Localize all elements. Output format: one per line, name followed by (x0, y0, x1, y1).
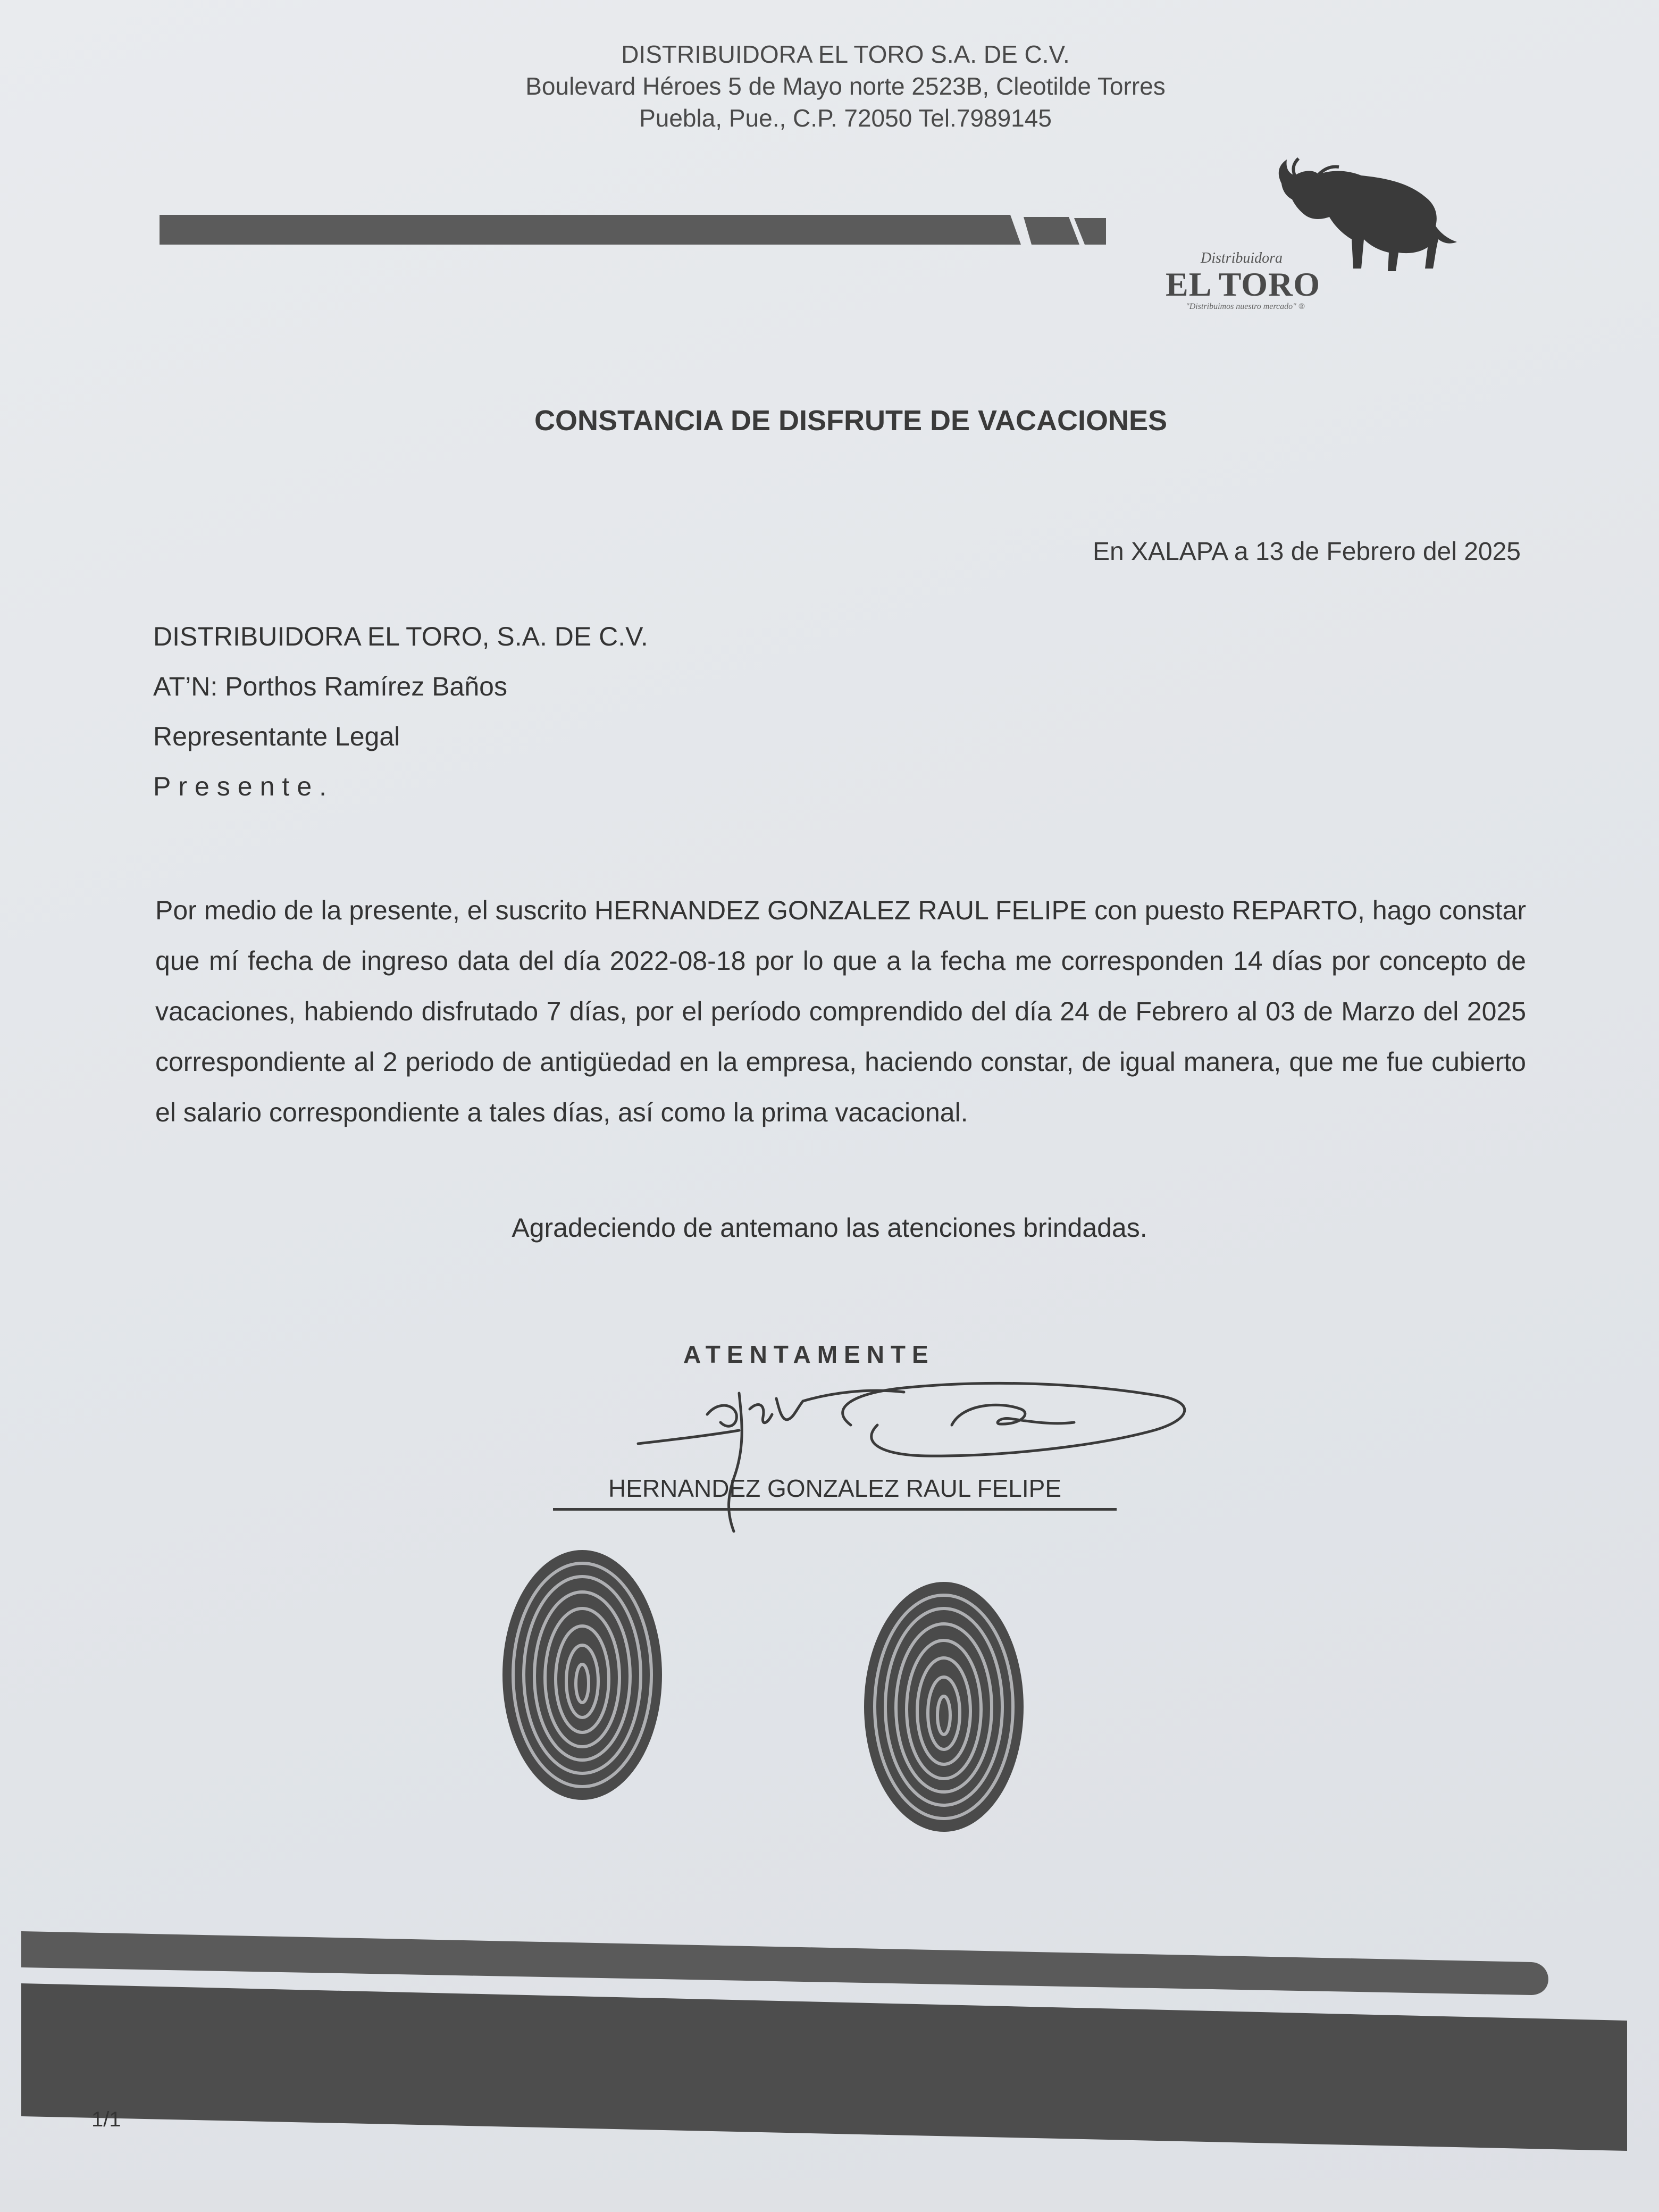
document-title: CONSTANCIA DE DISFRUTE DE VACACIONES (534, 405, 1168, 437)
signature-salutation: ATENTAMENTE (683, 1340, 935, 1368)
page-number: 1/1 (91, 2108, 121, 2131)
logo-slogan: "Distribuimos nuestro mercado" ® (1186, 302, 1305, 311)
company-address-line-2: Puebla, Pue., C.P. 72050 Tel.7989145 (639, 104, 1052, 132)
footer-decorative-bars (0, 1914, 1659, 2212)
document-date: En XALAPA a 13 de Febrero del 2025 (1092, 538, 1521, 566)
company-name-line: DISTRIBUIDORA EL TORO S.A. DE C.V. (621, 40, 1070, 68)
signer-name: HERNANDEZ GONZALEZ RAUL FELIPE (608, 1474, 1061, 1502)
fingerprint-right-icon (856, 1574, 1032, 1840)
header-decorative-bar (160, 212, 1106, 248)
logo-small-text: Distribuidora (1201, 250, 1283, 266)
company-header (372, 38, 1319, 134)
fingerprint-left-icon (495, 1542, 670, 1808)
body-paragraph: Por medio de la presente, el suscrito HERNANDEZ GONZALEZ RAUL FELIPE con puesto REPARTO, hago constar que mí fecha de ingreso data del día 2022-08-18 por lo que a la fecha me corresponden 14 días por concepto de vacaciones, habiendo disfrutado 7 días, por el período comprendido del día 24 de Febrero al 03 de Marzo del 2025 correspondiente al 2 periodo de antigüedad en la empresa, haciendo constar, de igual manera, que me fue cubierto el salario correspondiente a tales días, así como la prima vacacional. (155, 895, 1526, 1127)
handwritten-signature (627, 1351, 1244, 1574)
addressee-attention: AT’N: Porthos Ramírez Baños (153, 672, 507, 701)
addressee-block (153, 611, 648, 811)
addressee-role: Representante Legal (153, 722, 400, 751)
company-address-line-1: Boulevard Héroes 5 de Mayo norte 2523B, Cleotilde Torres (525, 72, 1166, 100)
thanks-line: Agradeciendo de antemano las atenciones brindadas. (512, 1213, 1147, 1243)
logo-brand-text: EL TORO (1166, 265, 1320, 303)
signature-line (553, 1508, 1117, 1511)
addressee-closing: Presente. (153, 772, 334, 801)
addressee-company: DISTRIBUIDORA EL TORO, S.A. DE C.V. (153, 622, 648, 651)
